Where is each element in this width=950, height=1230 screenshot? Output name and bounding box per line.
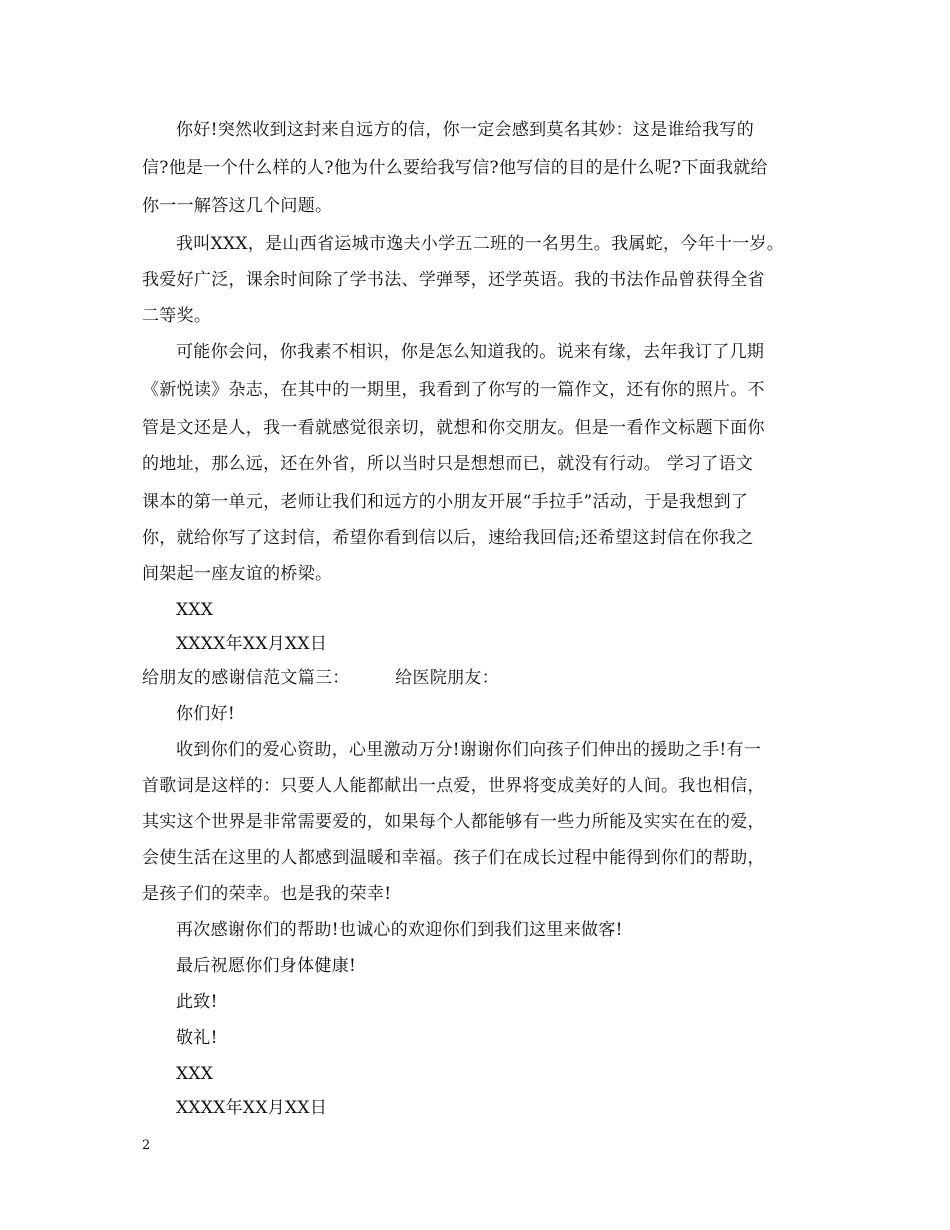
closing-line: 敬礼!: [176, 1028, 218, 1048]
paragraph-line: 再次感谢你们的帮助!也诚心的欢迎你们到我们这里来做客!: [176, 920, 623, 940]
paragraph-line: 信?他是一个什么样的人?他为什么要给我写信?他写信的目的是什么呢?下面我就给: [142, 158, 768, 178]
greeting: 你们好!: [176, 704, 236, 724]
date: XXXX年XX月XX日: [176, 634, 328, 654]
paragraph-line: 是孩子们的荣幸。也是我的荣幸!: [142, 884, 392, 904]
paragraph-line: 《新悦读》杂志，在其中的一期里，我看到了你写的一篇作文，还有你的照片。不: [142, 380, 765, 400]
signature: XXX: [176, 1064, 214, 1084]
paragraph-line: 会使生活在这里的人都感到温暖和幸福。孩子们在成长过程中能得到你们的帮助，: [142, 848, 765, 868]
page-number: 2: [142, 1138, 151, 1153]
signature: XXX: [176, 600, 214, 620]
paragraph-line: 你，就给你写了这封信，希望你看到信以后，速给我回信;还希望这封信在你我之: [142, 528, 754, 548]
closing-line: 此致!: [176, 992, 218, 1012]
paragraph-line: 收到你们的爱心资助，心里激动万分!谢谢你们向孩子们伸出的援助之手!有一: [176, 740, 762, 760]
paragraph-line: 的地址，那么远，还在外省，所以当时只是想想而已，就没有行动。 学习了语文: [142, 454, 754, 474]
date: XXXX年XX月XX日: [176, 1098, 328, 1118]
section-heading: 给朋友的感谢信范文篇三： 给医院朋友：: [142, 668, 500, 688]
paragraph-line: 间架起一座友谊的桥梁。: [142, 564, 333, 584]
paragraph-line: 你好!突然收到这封来自远方的信，你一定会感到莫名其妙：这是谁给我写的: [176, 120, 755, 140]
paragraph-line: 二等奖。: [142, 306, 212, 326]
paragraph-line: 你一一解答这几个问题。: [142, 196, 333, 216]
paragraph-line: 管是文还是人，我一看就感觉很亲切，就想和你交朋友。但是一看作文标题下面你: [142, 418, 765, 438]
paragraph-line: 课本的第一单元，老师让我们和远方的小朋友开展“手拉手”活动，于是我想到了: [142, 492, 749, 512]
paragraph-line: 我叫XXX，是山西省运城市逸夫小学五二班的一名男生。我属蛇，今年十一岁。: [176, 234, 785, 254]
paragraph-line: 我爱好广泛，课余时间除了学书法、学弹琴，还学英语。我的书法作品曾获得全省: [142, 270, 765, 290]
paragraph-line: 首歌词是这样的：只要人人能都献出一点爱，世界将变成美好的人间。我也相信，: [142, 776, 765, 796]
paragraph-line: 最后祝愿你们身体健康!: [176, 956, 357, 976]
paragraph-line: 可能你会问，你我素不相识，你是怎么知道我的。说来有缘，去年我订了几期: [176, 342, 765, 362]
paragraph-line: 其实这个世界是非常需要爱的，如果每个人都能够有一些力所能及实实在在的爱，: [142, 812, 765, 832]
